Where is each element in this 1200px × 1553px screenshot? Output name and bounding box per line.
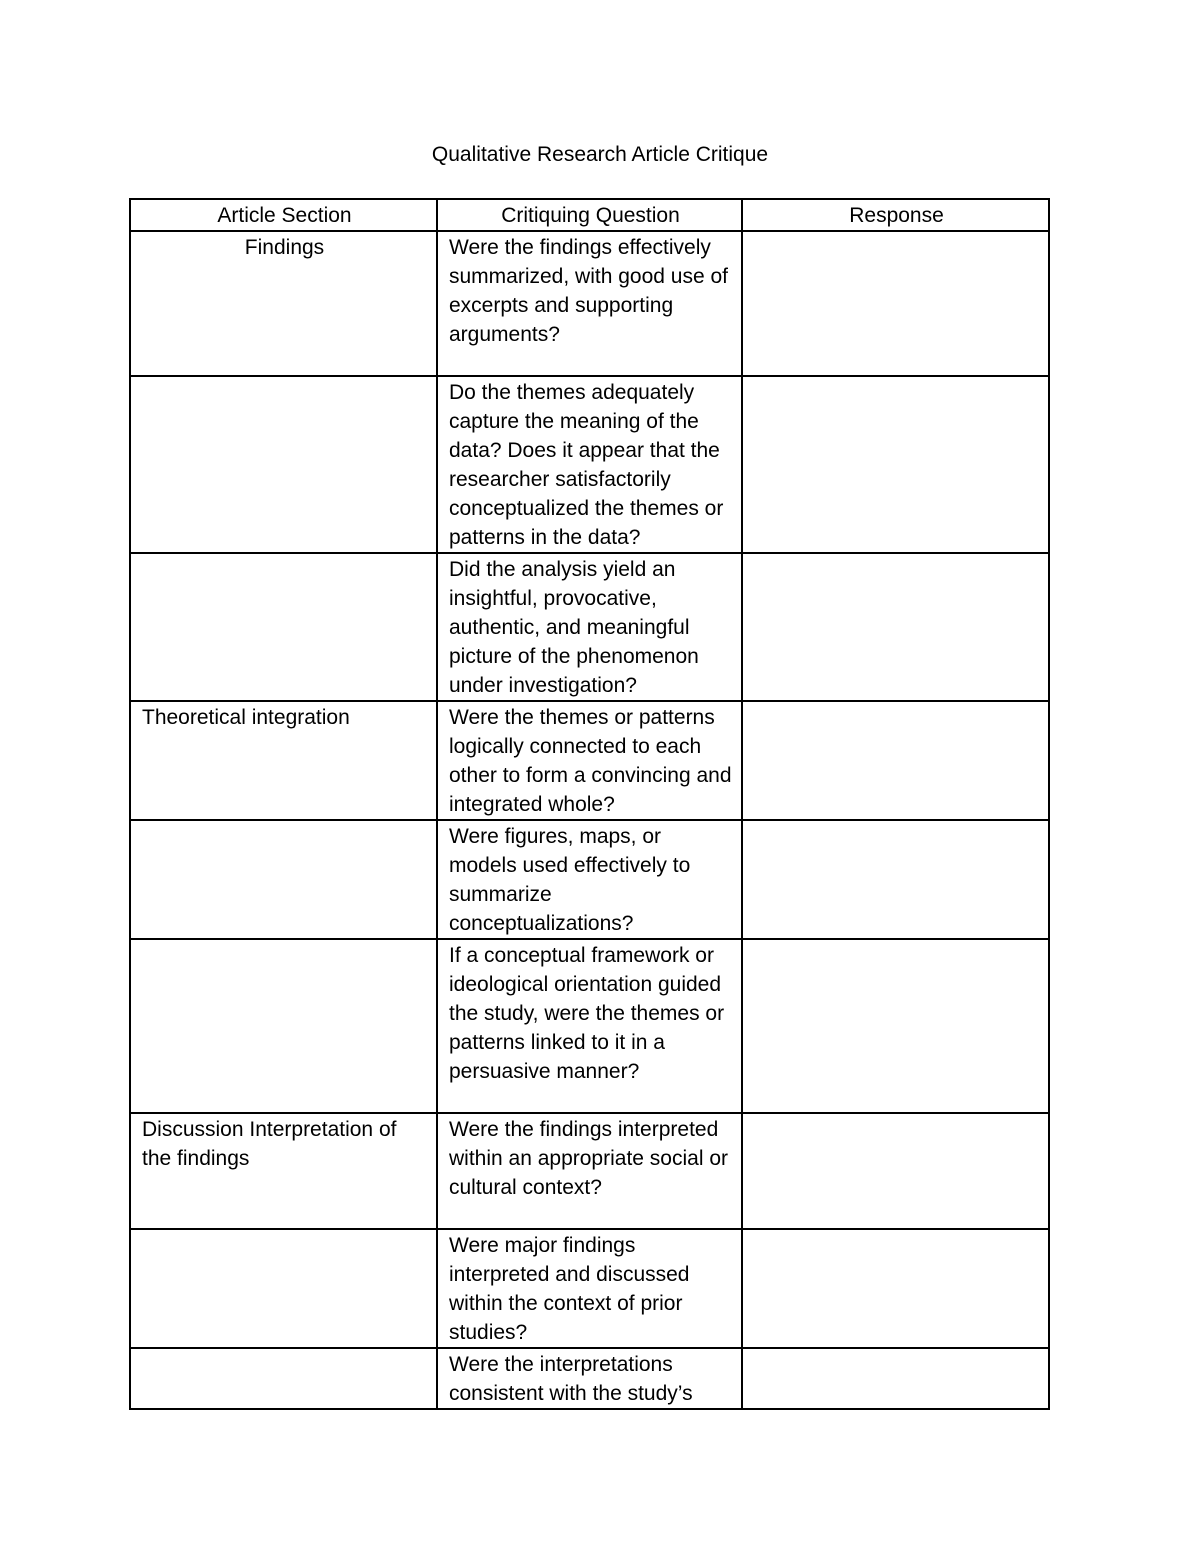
table-row (130, 231, 1049, 376)
question-cell: Were the findings effectively summarized, with good use of excerpts and supporting arguments? (437, 231, 742, 376)
response-cell[interactable] (742, 553, 1049, 701)
document-title: Qualitative Research Article Critique (431, 143, 769, 166)
response-cell[interactable] (742, 1348, 1049, 1409)
response-cell[interactable] (742, 820, 1049, 939)
section-cell (130, 376, 437, 553)
response-cell[interactable] (742, 939, 1049, 1113)
section-cell (130, 820, 437, 939)
section-cell (130, 939, 437, 1113)
question-cell: Did the analysis yield an insightful, provocative, authentic, and meaningful picture of the phenomenon under investigation? (437, 553, 742, 701)
question-cell: Do the themes adequately capture the meaning of the data? Does it appear that the researcher satisfactorily conceptualized the themes or patterns in the data? (437, 376, 742, 553)
table-row (130, 939, 1049, 1113)
header-article-section: Article Section (130, 199, 437, 231)
table-row (130, 701, 1049, 820)
header-critiquing-question: Critiquing Question (437, 199, 742, 231)
header-response: Response (742, 199, 1049, 231)
response-cell[interactable] (742, 376, 1049, 553)
response-cell[interactable] (742, 1113, 1049, 1229)
table-row (130, 376, 1049, 553)
response-cell[interactable] (742, 231, 1049, 376)
response-cell[interactable] (742, 1229, 1049, 1348)
question-cell: Were major findings interpreted and discussed within the context of prior studies? (437, 1229, 742, 1348)
section-cell: Findings (130, 231, 437, 376)
table-row (130, 1348, 1049, 1409)
section-cell (130, 1229, 437, 1348)
critique-table (129, 198, 1050, 1410)
question-cell: Were the themes or patterns logically connected to each other to form a convincing and integrated whole? (437, 701, 742, 820)
question-cell: Were the findings interpreted within an appropriate social or cultural context? (437, 1113, 742, 1229)
response-cell[interactable] (742, 701, 1049, 820)
section-cell (130, 1348, 437, 1409)
question-cell: Were figures, maps, or models used effectively to summarize conceptualizations? (437, 820, 742, 939)
table-row (130, 553, 1049, 701)
table-row (130, 1229, 1049, 1348)
table-header-row (130, 199, 1049, 231)
section-cell: Discussion Interpretation of the findings (130, 1113, 437, 1229)
section-cell: Theoretical integration (130, 701, 437, 820)
question-cell: Were the interpretations consistent with the study’s (437, 1348, 742, 1409)
question-cell: If a conceptual framework or ideological orientation guided the study, were the themes or patterns linked to it in a persuasive manner? (437, 939, 742, 1113)
table-row (130, 1113, 1049, 1229)
table-row (130, 820, 1049, 939)
section-cell (130, 553, 437, 701)
